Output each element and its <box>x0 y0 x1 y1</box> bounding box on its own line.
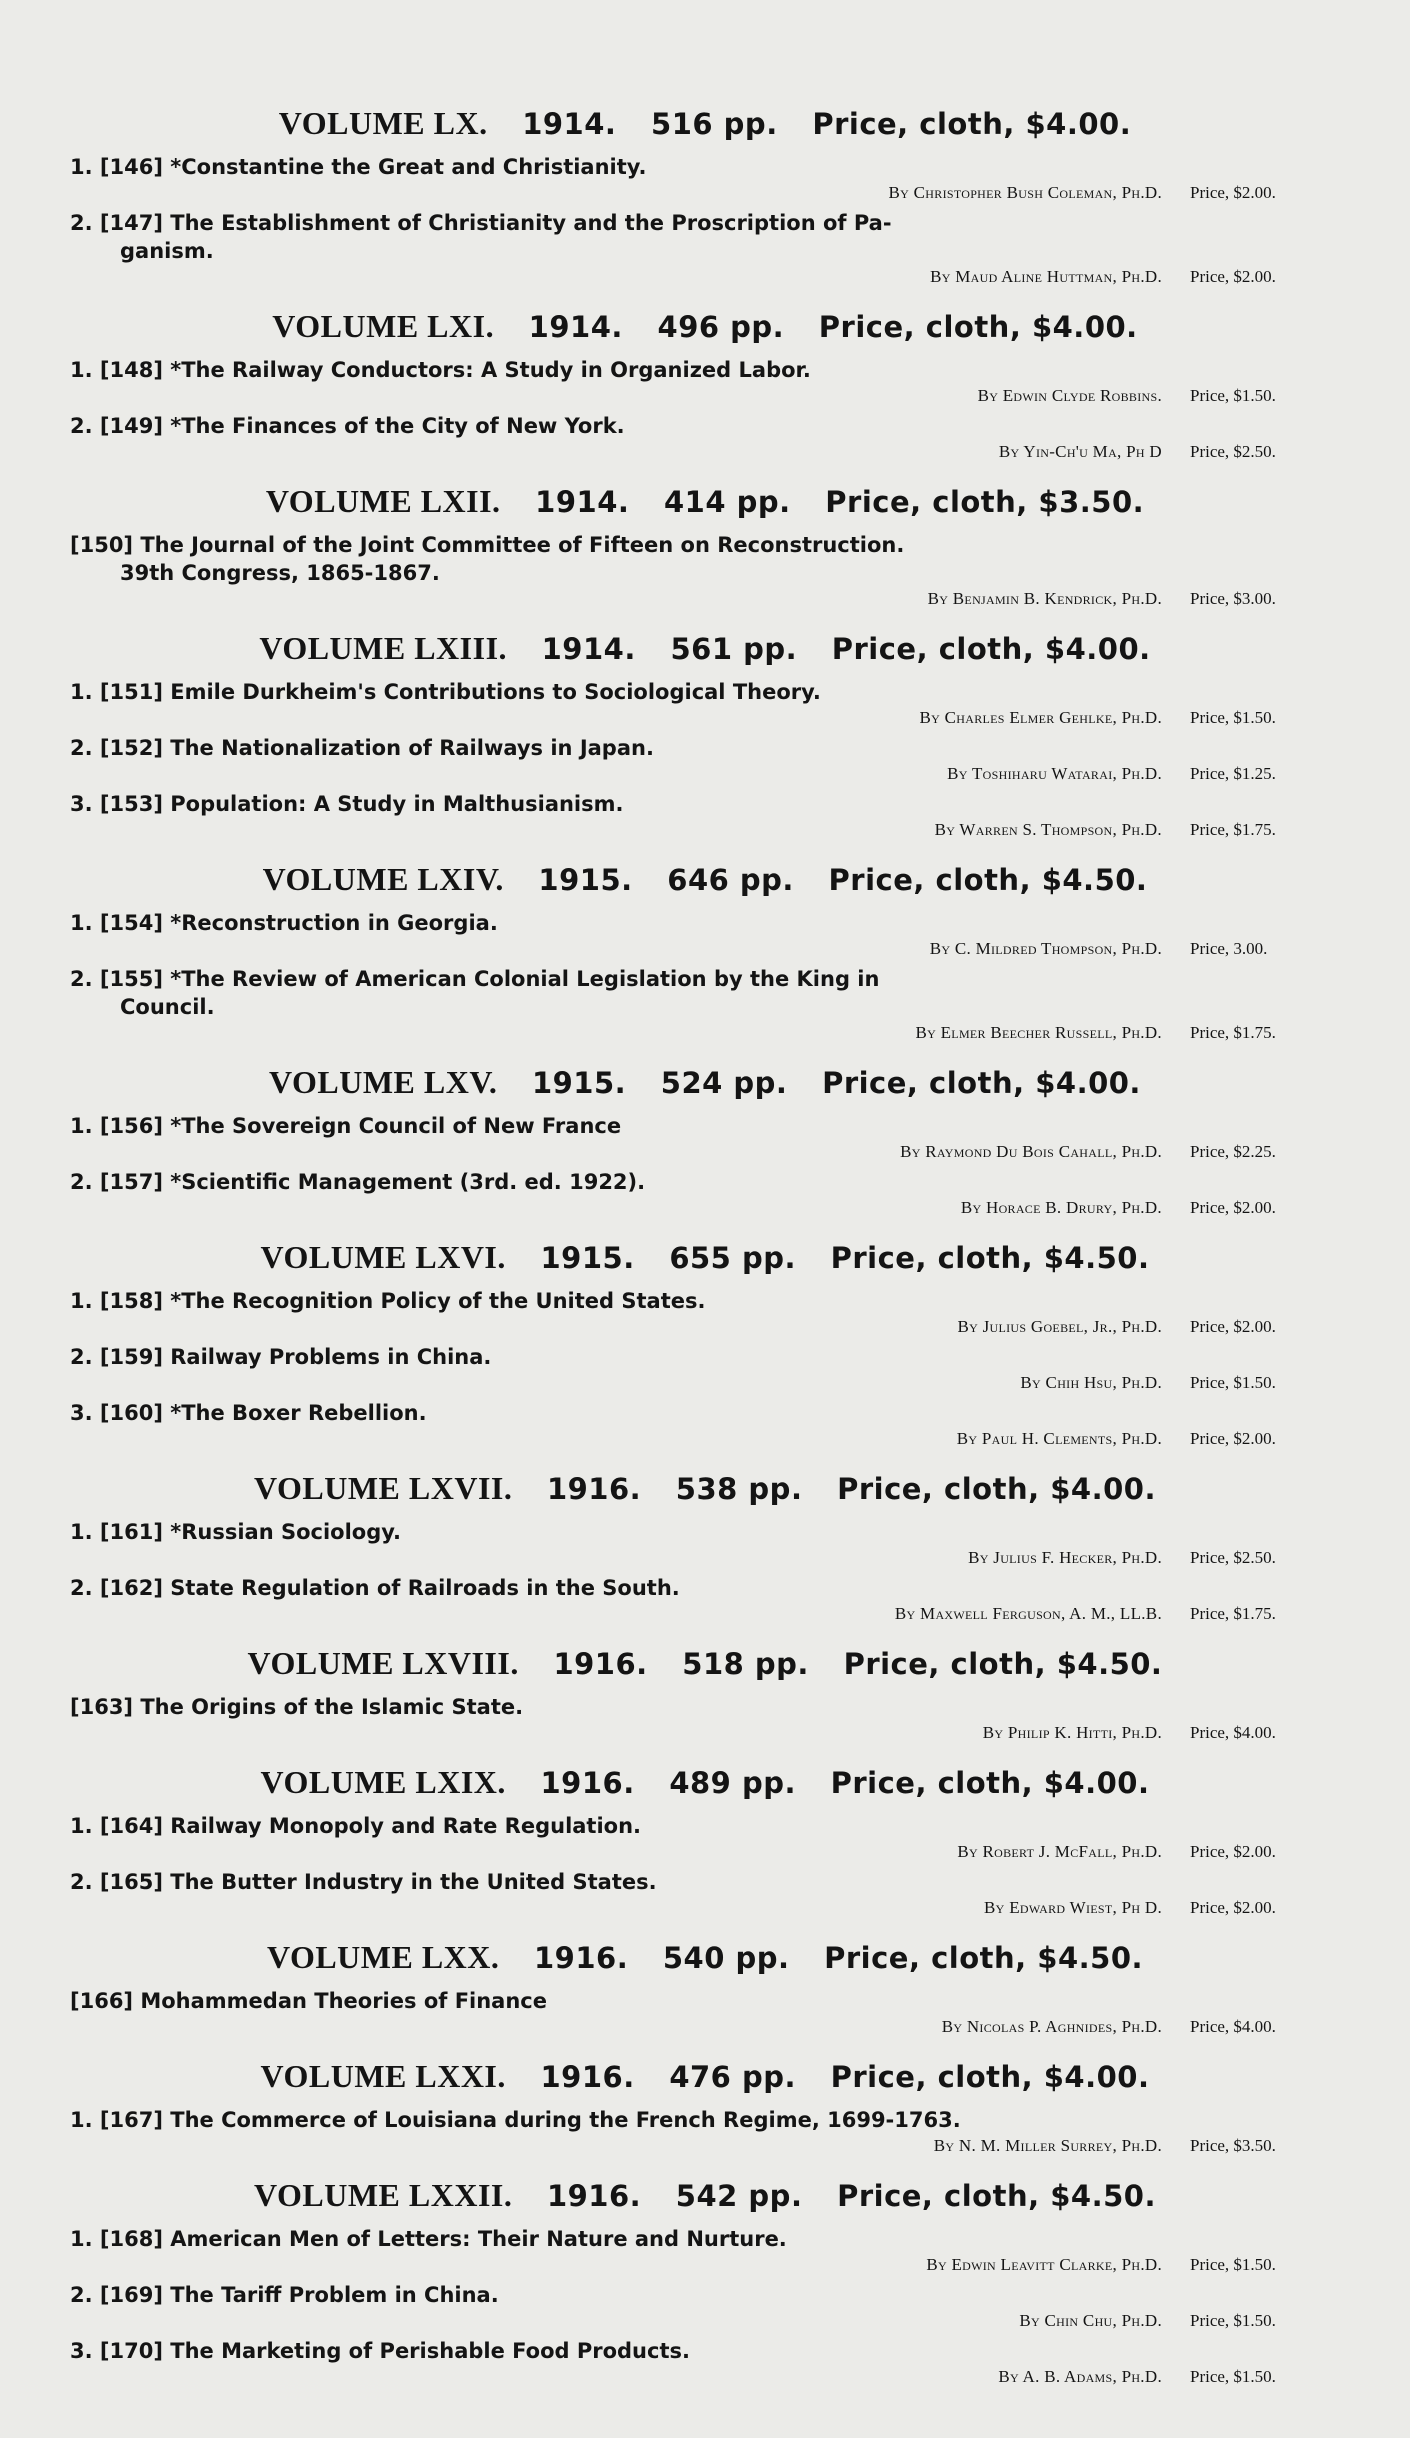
entry-author: By Horace B. Drury, Ph.D. <box>960 1198 1162 1217</box>
volume-year: 1916. <box>534 1941 629 1975</box>
entry-title-line <box>70 1343 1340 1371</box>
entry-byline <box>70 384 1340 408</box>
entry-author: By Edwin Leavitt Clarke, Ph.D. <box>926 2255 1162 2274</box>
volume-section <box>70 1234 1340 1451</box>
volume-heading <box>70 2053 1340 2100</box>
volume-year: 1916. <box>546 1472 642 1506</box>
entry-title-line <box>70 1112 1340 1140</box>
volume-price: Price, cloth, $4.00. <box>837 1472 1156 1506</box>
entry-price: Price, $4.00. <box>1190 1723 1276 1742</box>
entry-byline <box>70 1602 1340 1626</box>
entry-author: By Benjamin B. Kendrick, Ph.D. <box>927 589 1162 608</box>
volume-price: Price, cloth, $4.50. <box>828 863 1148 897</box>
entry-author: By Raymond Du Bois Cahall, Ph.D. <box>900 1142 1162 1161</box>
entry-title: The Tariff Problem in China. <box>170 2283 499 2307</box>
entry-author: By Nicolas P. Aghnides, Ph.D. <box>941 2017 1162 2036</box>
volume-title: VOLUME LXV. <box>269 1064 498 1100</box>
volume-price: Price, cloth, $4.00. <box>818 310 1138 344</box>
volume-heading <box>70 478 1340 525</box>
catalog-entry <box>70 2106 1340 2158</box>
entry-price: Price, $4.00. <box>1190 2017 1276 2036</box>
volume-year: 1914. <box>535 485 630 519</box>
entry-byline <box>70 2253 1340 2277</box>
volume-pages: 476 pp. <box>669 2060 796 2094</box>
entry-byline <box>70 2309 1340 2333</box>
entry-author: By Edward Wiest, Ph D. <box>984 1898 1162 1917</box>
entry-title-continuation: 39th Congress, 1865-1867. <box>120 561 440 585</box>
catalog-entry <box>70 1287 1340 1339</box>
volume-pages: 646 pp. <box>667 863 794 897</box>
entry-price: Price, $2.00. <box>1190 183 1276 202</box>
catalog-entry <box>70 2337 1340 2389</box>
volume-year: 1916. <box>540 2060 635 2094</box>
catalog-entry <box>70 678 1340 730</box>
volume-price: Price, cloth, $4.50. <box>837 2179 1156 2213</box>
entry-price: Price, $1.75. <box>1190 1023 1276 1042</box>
catalog-entry <box>70 412 1340 464</box>
entry-number: 1. [154] <box>70 911 163 935</box>
catalog-entry <box>70 1812 1340 1864</box>
catalog-entry <box>70 356 1340 408</box>
volume-title: VOLUME LXX. <box>266 1939 500 1975</box>
entry-price: Price, $2.00. <box>1190 1317 1276 1336</box>
entry-author: By C. Mildred Thompson, Ph.D. <box>929 939 1162 958</box>
volume-price: Price, cloth, $4.50. <box>824 1941 1144 1975</box>
entry-title: The Origins of the Islamic State. <box>140 1695 524 1719</box>
entry-title: The Marketing of Perishable Food Products. <box>170 2339 690 2363</box>
entry-title-line <box>70 965 1340 1021</box>
entry-title: Population: A Study in Malthusianism. <box>170 792 624 816</box>
entry-price: Price, $1.50. <box>1190 708 1276 727</box>
entry-number: 3. [153] <box>70 792 163 816</box>
entry-number: 1. [146] <box>70 155 163 179</box>
volume-heading <box>70 303 1340 350</box>
volume-year: 1915. <box>538 863 633 897</box>
entry-byline <box>70 818 1340 842</box>
entry-number: 2. [165] <box>70 1870 163 1894</box>
catalog-entry <box>70 734 1340 786</box>
volume-heading <box>70 1234 1340 1281</box>
entry-number: 1. [151] <box>70 680 163 704</box>
entry-author: By Philip K. Hitti, Ph.D. <box>982 1723 1162 1742</box>
entry-author: By Julius F. Hecker, Ph.D. <box>968 1548 1162 1567</box>
volume-year: 1916. <box>540 1766 635 1800</box>
entry-title-line <box>70 153 1340 181</box>
volume-price: Price, cloth, $3.50. <box>825 485 1145 519</box>
entry-number: 3. [160] <box>70 1401 163 1425</box>
volume-title: VOLUME LX. <box>278 105 488 141</box>
entry-number: [150] <box>70 533 134 557</box>
catalog-entry <box>70 2281 1340 2333</box>
catalog-entry <box>70 1399 1340 1451</box>
entry-title: The Establishment of Christianity and the Proscription of Pa- <box>170 211 892 235</box>
entry-author: By Charles Elmer Gehlke, Ph.D. <box>919 708 1162 727</box>
volume-price: Price, cloth, $4.00. <box>822 1066 1141 1100</box>
entry-byline <box>70 2134 1340 2158</box>
entry-author: By A. B. Adams, Ph.D. <box>998 2367 1162 2386</box>
entry-title-line <box>70 1399 1340 1427</box>
volume-year: 1914. <box>528 310 623 344</box>
catalog-entry <box>70 209 1340 289</box>
entry-author: By Chih Hsu, Ph.D. <box>1020 1373 1162 1392</box>
entry-byline <box>70 762 1340 786</box>
entry-price: Price, $2.00. <box>1190 1842 1276 1861</box>
entry-title: Railway Problems in China. <box>170 1345 492 1369</box>
volume-pages: 518 pp. <box>682 1647 809 1681</box>
entry-byline <box>70 181 1340 205</box>
entry-title-line <box>70 1693 1340 1721</box>
entry-price: Price, $1.50. <box>1190 1373 1276 1392</box>
catalog-entry <box>70 1168 1340 1220</box>
volume-section <box>70 625 1340 842</box>
entry-author: By Christopher Bush Coleman, Ph.D. <box>888 183 1162 202</box>
entry-title: The Butter Industry in the United States. <box>170 1870 657 1894</box>
volume-section <box>70 303 1340 464</box>
entry-number: 2. [157] <box>70 1170 163 1194</box>
entry-title: American Men of Letters: Their Nature and Nurture. <box>170 2227 787 2251</box>
entry-byline <box>70 1021 1340 1045</box>
entry-byline <box>70 937 1340 961</box>
entry-title: *The Recognition Policy of the United States. <box>170 1289 706 1313</box>
entry-title-line <box>70 356 1340 384</box>
volume-pages: 655 pp. <box>669 1241 796 1275</box>
volume-year: 1915. <box>540 1241 635 1275</box>
volume-year: 1916. <box>546 2179 642 2213</box>
entry-price: Price, $3.00. <box>1190 589 1276 608</box>
volume-section <box>70 478 1340 611</box>
entry-price: Price, $2.00. <box>1190 1429 1276 1448</box>
volume-price: Price, cloth, $4.00. <box>812 107 1132 141</box>
entry-byline <box>70 1546 1340 1570</box>
entry-byline <box>70 1371 1340 1395</box>
volume-section <box>70 856 1340 1045</box>
volume-heading <box>70 1759 1340 1806</box>
entry-title-line <box>70 909 1340 937</box>
catalog-entry <box>70 909 1340 961</box>
entry-number: 1. [164] <box>70 1814 163 1838</box>
entry-title-line <box>70 1168 1340 1196</box>
volume-heading <box>70 625 1340 672</box>
volume-pages: 540 pp. <box>662 1941 790 1975</box>
catalog-entry <box>70 790 1340 842</box>
entry-title-line <box>70 678 1340 706</box>
volume-title: VOLUME LXVIII. <box>247 1645 519 1681</box>
volume-pages: 496 pp. <box>657 310 785 344</box>
entry-byline <box>70 1427 1340 1451</box>
entry-price: Price, $2.50. <box>1190 1548 1276 1567</box>
entry-title: *Constantine the Great and Christianity. <box>170 155 647 179</box>
entry-byline <box>70 440 1340 464</box>
volume-section <box>70 100 1340 289</box>
volume-title: VOLUME LXI. <box>272 308 495 344</box>
volume-price: Price, cloth, $4.50. <box>843 1647 1163 1681</box>
entry-author: By Edwin Clyde Robbins. <box>977 386 1162 405</box>
volume-heading <box>70 1059 1340 1106</box>
entry-byline <box>70 265 1340 289</box>
entry-title: *Reconstruction in Georgia. <box>170 911 498 935</box>
entry-title: Railway Monopoly and Rate Regulation. <box>170 1814 642 1838</box>
entry-byline <box>70 706 1340 730</box>
entry-author: By Maud Aline Huttman, Ph.D. <box>930 267 1162 286</box>
volume-title: VOLUME LXVI. <box>260 1239 506 1275</box>
volume-pages: 542 pp. <box>675 2179 803 2213</box>
volume-price: Price, cloth, $4.00. <box>830 2060 1150 2094</box>
entry-title-line <box>70 2281 1340 2309</box>
entry-title: *The Sovereign Council of New France <box>170 1114 622 1138</box>
entry-number: 1. [168] <box>70 2227 163 2251</box>
catalog-entry <box>70 531 1340 611</box>
entry-number: 1. [156] <box>70 1114 163 1138</box>
catalog-entry <box>70 1868 1340 1920</box>
volume-section <box>70 1759 1340 1920</box>
entry-title-line <box>70 734 1340 762</box>
entry-title: The Journal of the Joint Committee of Fifteen on Reconstruction. <box>140 533 905 557</box>
entry-title: *The Railway Conductors: A Study in Organized Labor. <box>170 358 811 382</box>
entry-title-line <box>70 1812 1340 1840</box>
entry-title: *Scientific Management (3rd. ed. 1922). <box>170 1170 646 1194</box>
entry-number: 2. [147] <box>70 211 163 235</box>
entry-byline <box>70 2015 1340 2039</box>
entry-price: Price, $1.50. <box>1190 2255 1276 2274</box>
volume-heading <box>70 1934 1340 1981</box>
entry-price: Price, $2.00. <box>1190 267 1276 286</box>
entry-byline <box>70 1721 1340 1745</box>
catalog-entry <box>70 1987 1340 2039</box>
entry-number: 1. [167] <box>70 2108 163 2132</box>
volume-year: 1915. <box>531 1066 627 1100</box>
entry-author: By Elmer Beecher Russell, Ph.D. <box>915 1023 1162 1042</box>
entry-price: Price, $3.50. <box>1190 2136 1276 2155</box>
entry-number: 1. [148] <box>70 358 163 382</box>
entry-price: Price, $2.50. <box>1190 442 1276 461</box>
catalog-entry <box>70 1112 1340 1164</box>
entry-author: By N. M. Miller Surrey, Ph.D. <box>933 2136 1162 2155</box>
volume-year: 1914. <box>541 632 636 666</box>
volume-heading <box>70 856 1340 903</box>
entry-author: By Warren S. Thompson, Ph.D. <box>934 820 1162 839</box>
catalog-entry <box>70 2225 1340 2277</box>
entry-author: By Maxwell Ferguson, A. M., LL.B. <box>894 1604 1162 1623</box>
entry-title-line <box>70 1987 1340 2015</box>
entry-author: By Yin-Ch'u Ma, Ph D <box>998 442 1162 461</box>
volume-pages: 414 pp. <box>664 485 791 519</box>
volume-title: VOLUME LXIII. <box>259 630 508 666</box>
volume-section <box>70 1059 1340 1220</box>
catalog-entry <box>70 1518 1340 1570</box>
volume-pages: 524 pp. <box>660 1066 788 1100</box>
entry-title: *The Review of American Colonial Legislation by the King in <box>170 967 880 991</box>
catalog-entry <box>70 153 1340 205</box>
volume-section <box>70 1640 1340 1745</box>
volume-section <box>70 1465 1340 1626</box>
entry-title: Mohammedan Theories of Finance <box>140 1989 547 2013</box>
entry-title-line <box>70 412 1340 440</box>
volume-title: VOLUME LXXI. <box>260 2058 506 2094</box>
volume-title: VOLUME LXIV. <box>262 861 504 897</box>
entry-price: Price, $2.00. <box>1190 1898 1276 1917</box>
entry-price: Price, 3.00. <box>1190 939 1268 958</box>
volume-year: 1914. <box>522 107 617 141</box>
entry-price: Price, $1.50. <box>1190 2367 1276 2386</box>
catalog-entry <box>70 1343 1340 1395</box>
entry-title-line <box>70 1518 1340 1546</box>
entry-byline <box>70 1315 1340 1339</box>
entry-title: *The Boxer Rebellion. <box>170 1401 427 1425</box>
volume-heading <box>70 1465 1340 1512</box>
entry-title: *Russian Sociology. <box>170 1520 402 1544</box>
catalog-entry <box>70 1574 1340 1626</box>
volume-pages: 538 pp. <box>675 1472 803 1506</box>
catalog-entry <box>70 1693 1340 1745</box>
entry-number: 1. [161] <box>70 1520 163 1544</box>
volume-title: VOLUME LXIX. <box>260 1764 506 1800</box>
entry-author: By Toshiharu Watarai, Ph.D. <box>947 764 1162 783</box>
catalog-entry <box>70 965 1340 1045</box>
entry-byline <box>70 1896 1340 1920</box>
entry-byline <box>70 1140 1340 1164</box>
volume-heading <box>70 2172 1340 2219</box>
volume-heading <box>70 1640 1340 1687</box>
volume-price: Price, cloth, $4.50. <box>830 1241 1150 1275</box>
entry-byline <box>70 1196 1340 1220</box>
entry-number: 2. [162] <box>70 1576 163 1600</box>
entry-byline <box>70 1840 1340 1864</box>
entry-author: By Paul H. Clements, Ph.D. <box>956 1429 1162 1448</box>
entry-title: State Regulation of Railroads in the South. <box>170 1576 680 1600</box>
entry-author: By Chin Chu, Ph.D. <box>1019 2311 1162 2330</box>
entry-price: Price, $1.50. <box>1190 2311 1276 2330</box>
entry-number: 2. [159] <box>70 1345 163 1369</box>
volume-title: VOLUME LXVII. <box>254 1470 513 1506</box>
volume-title: VOLUME LXII. <box>265 483 501 519</box>
entry-title-line <box>70 2337 1340 2365</box>
volume-section <box>70 1934 1340 2039</box>
entry-number: 2. [169] <box>70 2283 163 2307</box>
entry-price: Price, $2.25. <box>1190 1142 1276 1161</box>
entry-title-line <box>70 1287 1340 1315</box>
entry-title: *The Finances of the City of New York. <box>170 414 625 438</box>
volume-section <box>70 2053 1340 2158</box>
entry-number: 1. [158] <box>70 1289 163 1313</box>
entry-title-line <box>70 209 1340 265</box>
volume-heading <box>70 100 1340 147</box>
entry-title-line <box>70 2106 1340 2134</box>
entry-title-line <box>70 531 1340 587</box>
volume-price: Price, cloth, $4.00. <box>831 632 1151 666</box>
volume-pages: 489 pp. <box>669 1766 796 1800</box>
entry-byline <box>70 2365 1340 2389</box>
entry-title-continuation: ganism. <box>120 239 214 263</box>
entry-title-line <box>70 790 1340 818</box>
entry-price: Price, $1.75. <box>1190 1604 1276 1623</box>
entry-title: Emile Durkheim's Contributions to Sociological Theory. <box>170 680 821 704</box>
entry-title: The Commerce of Louisiana during the French Regime, 1699-1763. <box>170 2108 961 2132</box>
entry-number: [166] <box>70 1989 134 2013</box>
entry-number: [163] <box>70 1695 134 1719</box>
entry-number: 2. [155] <box>70 967 163 991</box>
entry-author: By Robert J. McFall, Ph.D. <box>957 1842 1162 1861</box>
entry-author: By Julius Goebel, Jr., Ph.D. <box>957 1317 1162 1336</box>
entry-byline <box>70 587 1340 611</box>
entry-price: Price, $1.75. <box>1190 820 1276 839</box>
entry-price: Price, $2.00. <box>1190 1198 1276 1217</box>
volume-title: VOLUME LXXII. <box>254 2177 513 2213</box>
entry-title: The Nationalization of Railways in Japan. <box>170 736 654 760</box>
entry-number: 3. [170] <box>70 2339 163 2363</box>
volume-section <box>70 2172 1340 2389</box>
entry-number: 2. [152] <box>70 736 163 760</box>
entry-price: Price, $1.25. <box>1190 764 1276 783</box>
entry-title-continuation: Council. <box>120 995 215 1019</box>
volume-year: 1916. <box>553 1647 648 1681</box>
entry-price: Price, $1.50. <box>1190 386 1276 405</box>
entry-title-line <box>70 2225 1340 2253</box>
volume-price: Price, cloth, $4.00. <box>830 1766 1150 1800</box>
volume-pages: 561 pp. <box>670 632 798 666</box>
volume-pages: 516 pp. <box>651 107 778 141</box>
entry-number: 2. [149] <box>70 414 163 438</box>
entry-title-line <box>70 1574 1340 1602</box>
entry-title-line <box>70 1868 1340 1896</box>
